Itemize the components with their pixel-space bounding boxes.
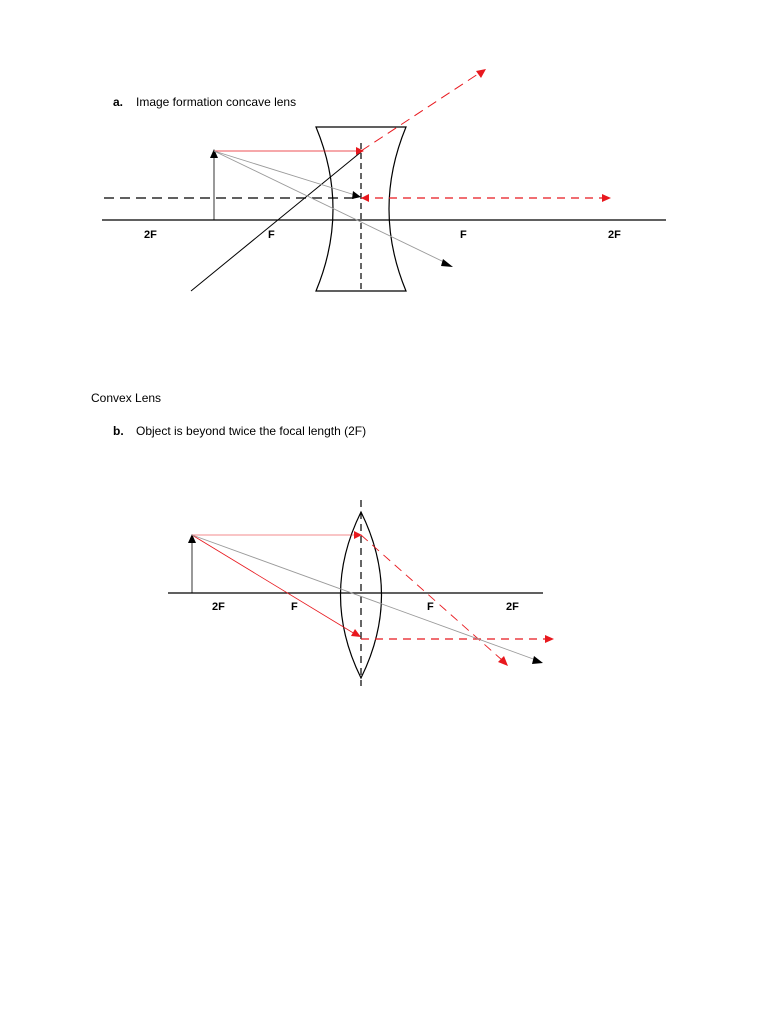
section-b-heading: Object is beyond twice the focal length (2F) (136, 424, 367, 438)
convex-lens-heading: Convex Lens (91, 391, 162, 405)
red-emerging-arrowhead-b (545, 635, 554, 643)
section-a-marker: a. (113, 95, 124, 109)
red-through-f-arrowhead-b (351, 629, 361, 637)
gray-central-ray-b (192, 535, 536, 660)
axis-label-f-left-b: F (291, 601, 298, 613)
axis-label-2f-left: 2F (144, 229, 157, 241)
red-focal-ray-b (361, 535, 502, 660)
axis-label-2f-left-b: 2F (212, 601, 225, 613)
axis-label-f-right: F (460, 229, 467, 241)
axis-label-f-right-b: F (427, 601, 434, 613)
red-through-f-ray-b (192, 535, 355, 634)
gray-central-arrowhead-b (532, 656, 543, 664)
axis-label-2f-right-b: 2F (506, 601, 519, 613)
axis-label-2f-right: 2F (608, 229, 621, 241)
section-b-marker: b. (113, 424, 124, 438)
axis-label-f-left: F (268, 229, 275, 241)
section-a-heading: Image formation concave lens (136, 95, 297, 109)
